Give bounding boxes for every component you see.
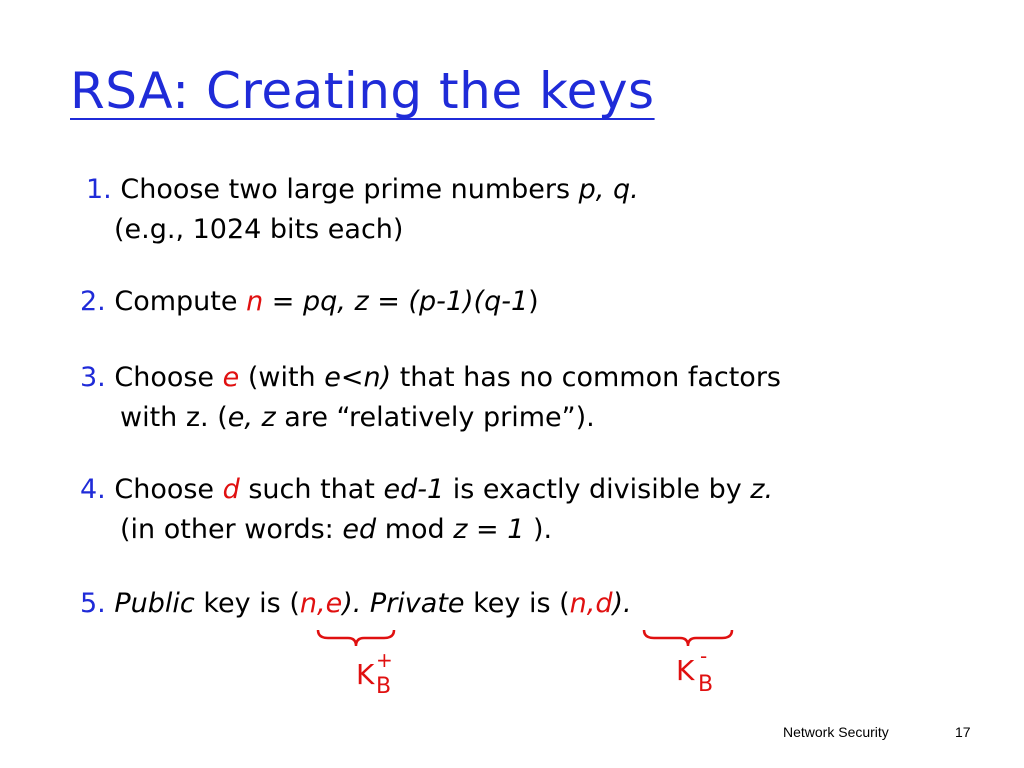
text-run: Public <box>114 588 195 619</box>
list-item-1 <box>86 170 639 250</box>
text-run: p, q. <box>578 174 639 205</box>
text-run <box>361 588 370 619</box>
key-base: K <box>676 654 695 687</box>
text-run: key is ( <box>464 588 570 619</box>
item-line <box>86 210 639 250</box>
text-run: n,e <box>299 588 343 619</box>
text-run: d <box>222 474 240 505</box>
text-run: e <box>222 362 240 393</box>
text-run: key is ( <box>194 588 300 619</box>
text-run: e<n) <box>324 362 392 393</box>
text-run: = <box>263 286 303 317</box>
item-text <box>120 514 552 545</box>
item-text <box>114 474 773 505</box>
item-line <box>80 510 773 550</box>
item-number: 5. <box>80 588 106 619</box>
item-number: 1. <box>86 174 112 205</box>
private-key-brace <box>642 628 734 650</box>
slide-title: RSA: Creating the keys <box>70 62 655 120</box>
text-run: (in other words: <box>120 514 343 545</box>
list-item-5 <box>80 584 632 624</box>
text-run: with z. ( <box>120 402 228 433</box>
item-number: 3. <box>80 362 106 393</box>
list-item-3 <box>80 358 781 438</box>
key-subscript: B <box>376 674 392 699</box>
item-line <box>80 584 632 624</box>
item-text <box>114 214 403 245</box>
text-run: pq, <box>303 286 346 317</box>
item-number: 2. <box>80 286 106 317</box>
text-run: are “relatively prime”). <box>275 402 595 433</box>
item-number: 4. <box>80 474 106 505</box>
item-text <box>120 174 638 205</box>
footer-page-number: 17 <box>955 724 971 740</box>
key-base: K <box>356 658 375 691</box>
public-key-label <box>356 648 393 699</box>
text-run: n,d <box>569 588 613 619</box>
text-run: Choose <box>114 474 223 505</box>
text-run: ) <box>528 286 539 317</box>
item-line <box>80 398 781 438</box>
text-run: ). <box>342 588 362 619</box>
private-key-label <box>676 644 714 697</box>
text-run: Choose two large prime numbers <box>120 174 579 205</box>
text-run: such that <box>239 474 384 505</box>
list-item-4 <box>80 470 773 550</box>
text-run: (e.g., 1024 bits each) <box>114 214 404 245</box>
item-text <box>114 362 781 393</box>
text-run: ). <box>524 514 553 545</box>
text-run: n <box>246 286 264 317</box>
text-run: z. <box>750 474 774 505</box>
text-run: Choose <box>114 362 223 393</box>
list-item-2 <box>80 282 539 322</box>
public-key-brace <box>316 628 396 650</box>
text-run: Compute <box>114 286 247 317</box>
text-run: = 1 <box>467 514 525 545</box>
text-run: is exactly divisible by <box>444 474 751 505</box>
key-superscript: - <box>700 644 708 668</box>
text-run: ). <box>612 588 632 619</box>
text-run: ed <box>342 514 377 545</box>
item-line <box>80 282 539 322</box>
key-superscript: + <box>376 648 393 672</box>
text-run: (with <box>239 362 325 393</box>
text-run: that has no common factors <box>391 362 781 393</box>
text-run: ed-1 <box>383 474 445 505</box>
item-text <box>120 402 595 433</box>
text-run: Private <box>369 588 465 619</box>
item-text <box>114 286 538 317</box>
key-subscript: B <box>698 672 714 697</box>
item-line <box>80 470 773 510</box>
text-run: z = (p-1)(q-1 <box>354 286 529 317</box>
text-run: mod <box>376 514 454 545</box>
text-run: z <box>453 514 468 545</box>
text-run: e, z <box>227 402 276 433</box>
item-line <box>86 170 639 210</box>
footer-section: Network Security <box>783 724 889 740</box>
item-line <box>80 358 781 398</box>
item-text <box>114 588 631 619</box>
